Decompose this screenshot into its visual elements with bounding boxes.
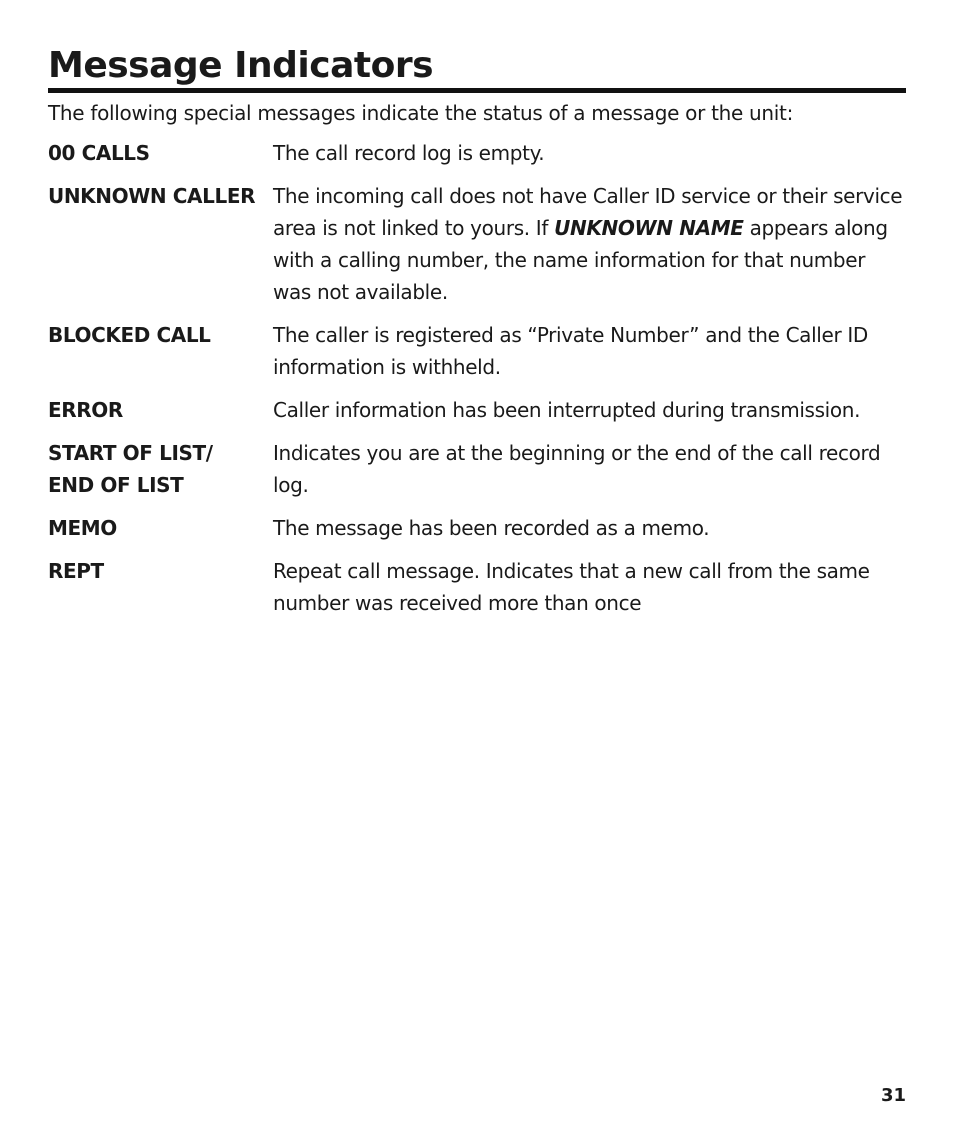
indicator-description: Indicates you are at the beginning or the end of the call record log. bbox=[273, 441, 881, 497]
indicator-description: Repeat call message. Indicates that a new call from the same number was received more than once bbox=[273, 559, 870, 615]
indicator-description: The message has been recorded as a memo. bbox=[273, 516, 710, 540]
title-underline bbox=[48, 88, 906, 93]
indicator-row-blocked-call bbox=[48, 319, 906, 383]
indicator-description: Caller information has been interrupted during transmission. bbox=[273, 398, 861, 422]
manual-page bbox=[48, 44, 906, 630]
indicator-term: 00 CALLS bbox=[48, 141, 150, 165]
page-number: 31 bbox=[880, 1085, 906, 1106]
indicator-list bbox=[48, 137, 906, 619]
indicator-term: UNKNOWN CALLER bbox=[48, 184, 256, 208]
emphasized-term: UNKNOWN NAME bbox=[554, 216, 744, 240]
indicator-term bbox=[48, 437, 273, 501]
description-text: The incoming call does not have Caller ID service or their service area is not linked to yours. If bbox=[273, 184, 903, 240]
indicator-description bbox=[273, 180, 906, 308]
indicator-term: ERROR bbox=[48, 398, 123, 422]
indicator-row-memo bbox=[48, 512, 906, 544]
page-title: Message Indicators bbox=[48, 45, 433, 86]
indicator-row-rept bbox=[48, 555, 906, 619]
indicator-row-unknown-caller bbox=[48, 180, 906, 308]
indicator-row-00-calls bbox=[48, 137, 906, 169]
indicator-term-line: END OF LIST bbox=[48, 473, 184, 497]
indicator-term: REPT bbox=[48, 559, 104, 583]
description-text: appears along with a calling number, the name information for that number was not available. bbox=[273, 216, 888, 304]
indicator-term: MEMO bbox=[48, 516, 117, 540]
indicator-row-error bbox=[48, 394, 906, 426]
indicator-term-line: START OF LIST/ bbox=[48, 441, 213, 465]
indicator-term: BLOCKED CALL bbox=[48, 323, 211, 347]
indicator-description: The caller is registered as “Private Number” and the Caller ID information is withheld. bbox=[273, 323, 868, 379]
intro-paragraph: The following special messages indicate the status of a message or the unit: bbox=[48, 101, 794, 125]
indicator-description: The call record log is empty. bbox=[273, 141, 545, 165]
indicator-row-start-end-of-list bbox=[48, 437, 906, 501]
